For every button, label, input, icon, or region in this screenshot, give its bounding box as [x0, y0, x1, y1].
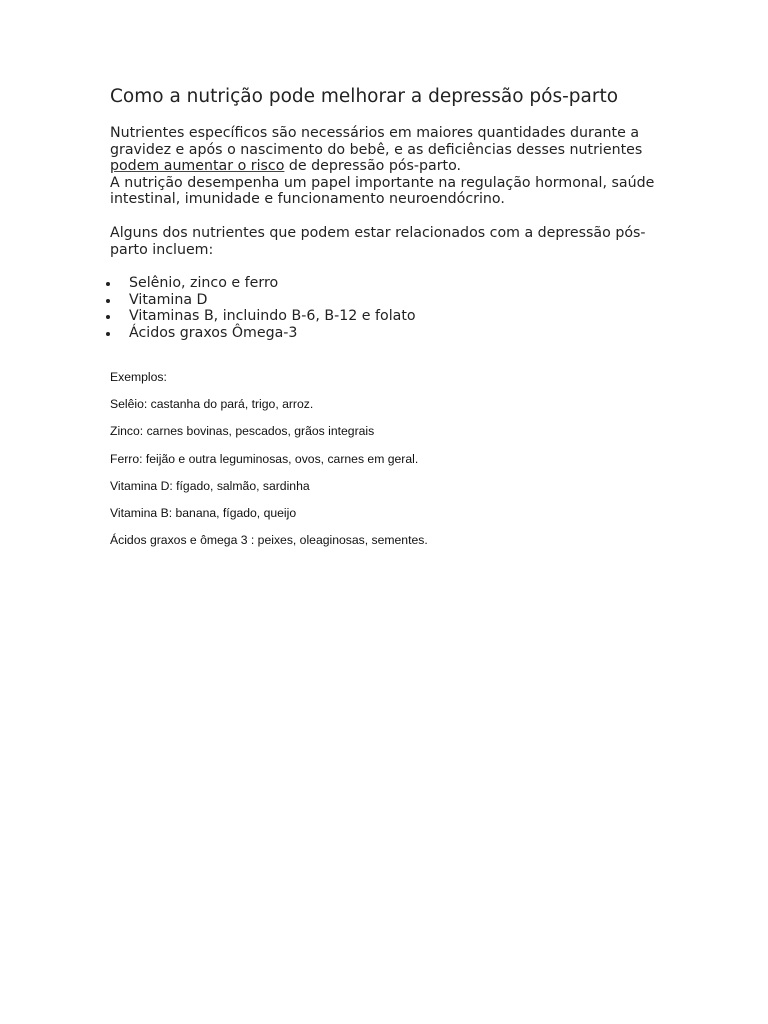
list-item [129, 308, 416, 325]
nutrients-intro-paragraph: Alguns dos nutrientes que podem estar relacionados com a depressão pós-parto incluem: [110, 225, 646, 258]
risk-link[interactable]: podem aumentar o risco [110, 158, 285, 175]
bullet-icon [106, 299, 110, 303]
example-line: Zinco: carnes bovinas, pescados, grãos integrais [110, 424, 375, 438]
list-item [129, 292, 416, 309]
page-title: Como a nutrição pode melhorar a depressão pós-parto [110, 86, 619, 107]
intro-text-after-link: de depressão pós-parto. [284, 158, 462, 175]
list-item-text: Selênio, zinco e ferro [129, 275, 279, 291]
bullet-icon [106, 315, 110, 319]
intro-paragraph [110, 125, 670, 208]
list-item-text: Ácidos graxos Ômega-3 [129, 324, 298, 341]
example-line: Vitamina D: fígado, salmão, sardinha [110, 479, 310, 493]
example-line: Ácidos graxos e ômega 3 : peixes, oleaginosas, sementes. [110, 533, 428, 547]
list-item-text: Vitaminas B, incluindo B-6, B-12 e folato [129, 308, 416, 325]
list-item [129, 275, 416, 292]
nutrient-list [129, 275, 416, 341]
example-line: Selêio: castanha do pará, trigo, arroz. [110, 397, 314, 411]
example-line: Ferro: feijão e outra leguminosas, ovos, carnes em geral. [110, 452, 419, 466]
list-item [129, 325, 416, 342]
bullet-icon [106, 282, 110, 286]
list-item-text: Vitamina D [129, 291, 208, 308]
intro-text-before-link: Nutrientes específicos são necessários em maiores quantidades durante a gravidez e após o nascimento do bebê, e as deficiências desses nutrientes [110, 125, 643, 158]
example-line: Vitamina B: banana, fígado, queijo [110, 506, 297, 520]
bullet-icon [106, 332, 110, 336]
intro-second-sentence: A nutrição desempenha um papel importante na regulação hormonal, saúde intestinal, imunidade e funcionamento neuroendócrino. [110, 174, 655, 208]
examples-heading: Exemplos: [110, 370, 167, 384]
